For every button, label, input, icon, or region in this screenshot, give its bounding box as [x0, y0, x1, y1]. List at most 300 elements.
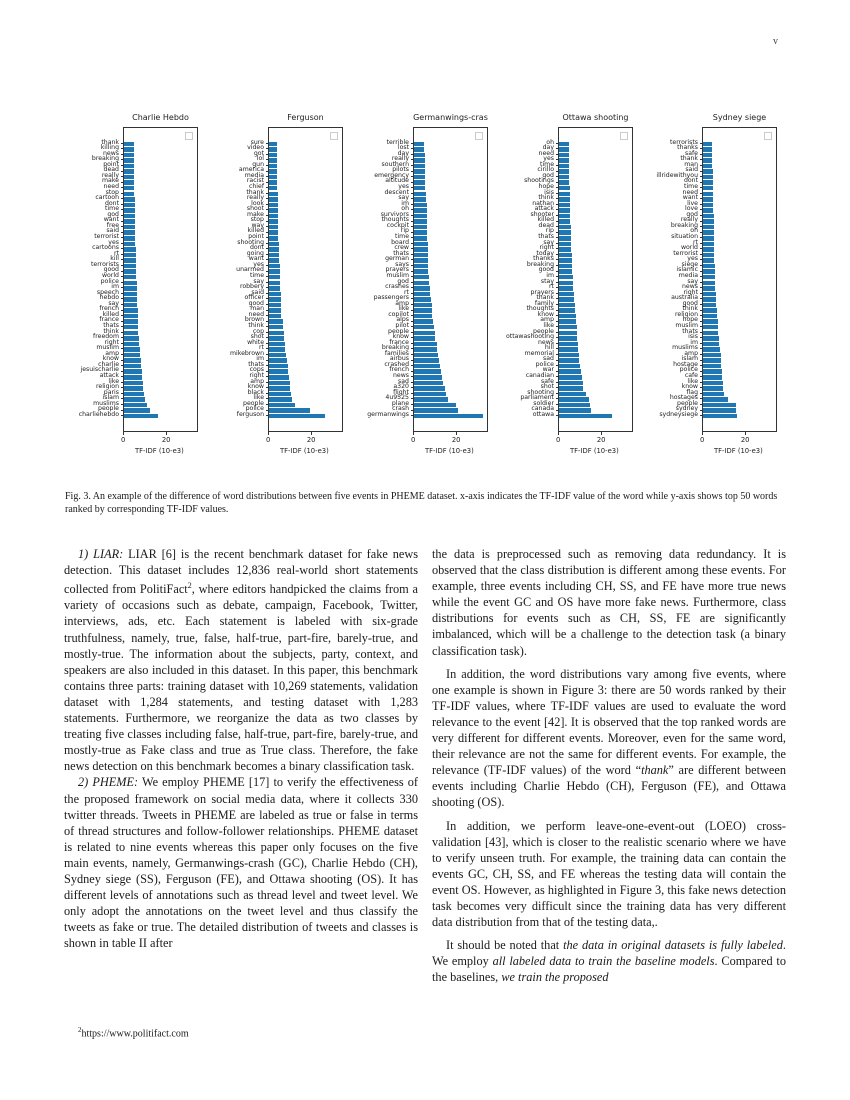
y-tick-label: dont: [249, 244, 264, 252]
y-tick-label: like: [253, 394, 264, 402]
y-tick-label: news: [681, 283, 698, 291]
y-tick-label: killed: [247, 227, 264, 235]
y-tick-label: crew: [394, 244, 409, 252]
y-tick-label: mikebrown: [229, 349, 264, 357]
y-tick-label: cockpit: [386, 221, 409, 229]
y-tick-label: religion: [674, 310, 698, 318]
y-tick-label: make: [102, 177, 119, 185]
y-tick-label: terrorist: [94, 233, 119, 241]
x-tick-label: 20: [451, 436, 461, 444]
x-tick-label: 0: [266, 436, 271, 444]
y-tick-label: shooter: [530, 210, 554, 218]
y-tick-label: white: [247, 338, 264, 346]
y-tick-label: hope: [538, 182, 554, 190]
chart-title: Charlie Hebdo: [132, 113, 189, 122]
x-tick-label: 20: [596, 436, 606, 444]
bar: [703, 219, 714, 224]
y-tick-label: yes: [687, 255, 698, 263]
y-tick-label: shooting: [237, 238, 264, 246]
bar: [703, 208, 713, 213]
y-tick-label: said: [251, 288, 264, 296]
x-axis-label: TF-IDF (10-e3): [714, 447, 763, 455]
bar: [703, 369, 722, 374]
p4-a: It should be noted that: [446, 938, 564, 953]
bar: [703, 192, 713, 197]
y-tick-label: day: [542, 144, 554, 152]
right-column: [432, 546, 786, 992]
bar: [703, 292, 716, 297]
y-tick-label: pilots: [392, 166, 409, 174]
y-tick-label: people: [98, 405, 119, 413]
y-tick-label: thanks: [533, 255, 554, 263]
bar: [703, 230, 714, 235]
y-tick-label: shoot: [246, 205, 264, 213]
empty-legend-box: [764, 132, 772, 140]
bar: [703, 392, 724, 397]
y-tick-label: airbus: [389, 355, 409, 363]
bar-row: [703, 413, 776, 419]
y-tick-label: muslim: [96, 344, 119, 352]
y-tick-label: crashes: [385, 283, 409, 291]
y-tick-label: crash: [392, 405, 409, 413]
y-tick-label: point: [248, 233, 264, 241]
y-tick-label: rip: [400, 227, 409, 235]
y-tick-label: altitude: [385, 177, 409, 185]
p2-text-a: In addition, the word distributions vary among five events, where one example is shown in Figure 3: there are 50 words ranked by their TF-IDF values, where TF-IDF values are used to evaluate the word relevance to the event [42]. It is observed that the top ranked words are very different for different events. Moreover, even for the same word, their relevance are not the same for different events. For example, the relevance (TF-IDF values) of the word “: [432, 666, 786, 778]
y-tick-label: isis: [544, 188, 554, 196]
bar: [703, 331, 718, 336]
y-tick-label: dont: [683, 177, 698, 185]
y-tick-label: prayers: [530, 288, 554, 296]
y-tick-label: amp: [684, 349, 698, 357]
y-tick-label: rip: [545, 227, 554, 235]
y-tick-label: copilot: [388, 310, 409, 318]
y-tick-label: hostage: [673, 360, 698, 368]
liar-heading: 1) LIAR:: [78, 547, 124, 561]
y-tick-label: flag: [686, 388, 698, 396]
y-tick-label: terrorists: [91, 260, 119, 268]
loeo-paragraph: In addition, we perform leave-one-event-out (LOEO) cross-validation [43], which is closer to the realistic scenario where we have to verify unseen truth. For example, the training data can contain the events GC, CH, SS, and FE whereas the testing data will contain the event OS. However, as highlighted in Figure 3, this fake news detection task becomes very difficult since the training data has very different data distribution from that of the testing data,.: [432, 818, 786, 930]
y-tick-label: attack: [534, 205, 554, 213]
y-tick-label: people: [243, 399, 264, 407]
x-tick-label: 20: [161, 436, 171, 444]
y-tick-label: thats: [103, 321, 119, 329]
y-tick-label: oh: [546, 138, 554, 146]
y-tick-label: officer: [244, 294, 264, 302]
y-tick-label: said: [106, 227, 119, 235]
y-tick-label: black: [247, 388, 264, 396]
y-tick-label: time: [250, 271, 264, 279]
y-tick-label: cops: [249, 366, 264, 374]
pheme-paragraph: [64, 774, 418, 951]
y-tick-label: right: [249, 372, 264, 380]
y-tick-label: dont: [104, 199, 119, 207]
y-tick-label: thank: [536, 294, 554, 302]
bar: [703, 186, 713, 191]
y-tick-label: brown: [244, 316, 264, 324]
bar: [703, 275, 715, 280]
y-tick-label: 4u9525: [385, 394, 409, 402]
bar: [703, 297, 716, 302]
y-tick-label: sydney: [675, 405, 698, 413]
bar: [703, 247, 714, 252]
bar: [703, 258, 714, 263]
y-tick-label: live: [687, 199, 698, 207]
y-tick-label: need: [682, 188, 698, 196]
p2-text-b: ” are different between events including Charlie Hebdo (CH), Ferguson (FE), and Ottawa shooting (OS).: [432, 763, 786, 810]
y-tick-label: safe: [540, 377, 554, 385]
y-tick-label: like: [398, 305, 409, 313]
y-tick-label: god: [107, 210, 119, 218]
y-tick-label: really: [391, 155, 409, 163]
bar: [703, 203, 713, 208]
preprocess-paragraph: the data is preprocessed such as removing data redundancy. It is observed that the class distribution is different among these events. For example, three events including CH, SS, and FE have more true news while the event GC and OS have more fake news. Furthermore, class distributions for events such as CH, SS, FE are significantly imbalanced, which will be a challenge to the detection task (a binary classification task).: [432, 547, 786, 658]
bar: [703, 325, 718, 330]
liar-text-a: LIAR [6] is the recent benchmark dataset for fake news detection. This dataset includes 12,836 real-world short statements collected from PolitiFact: [64, 547, 418, 597]
y-tick-label: thank: [680, 155, 698, 163]
y-tick-label: time: [105, 205, 119, 213]
y-tick-label: free: [106, 221, 119, 229]
y-tick-label: hebdo: [99, 294, 119, 302]
y-tick-label: say: [108, 299, 119, 307]
y-tick-label: killed: [102, 310, 119, 318]
y-tick-label: pilot: [395, 321, 409, 329]
y-tick-label: thoughts: [381, 216, 409, 224]
y-tick-label: point: [103, 160, 119, 168]
footnote: [78, 1026, 189, 1039]
bar: [703, 386, 723, 391]
p4-i2: all labeled data to train the baseline models: [492, 954, 715, 969]
footnote-link[interactable]: https://www.politifact.com: [81, 1028, 189, 1040]
y-tick-label: people: [388, 327, 409, 335]
y-tick-label: ottawa: [532, 410, 554, 418]
left-column: [64, 546, 418, 958]
bar: [703, 197, 713, 202]
plot-area: [702, 127, 777, 432]
footnote-ref[interactable]: 2: [187, 581, 192, 591]
y-tick-label: stop: [105, 188, 119, 196]
y-tick-label: crashed: [384, 360, 409, 368]
figure-caption: Fig. 3. An example of the difference of word distributions between five events in PHEME dataset. x-axis indicates the TF-IDF value of the word while y-axis shows top 50 words ranked by corresponding TF-IDF values.: [65, 491, 778, 515]
bar: [703, 142, 712, 147]
p4-i1: the data in original datasets is fully labeled: [563, 938, 783, 953]
y-tick-label: chief: [248, 182, 264, 190]
y-tick-label: right: [104, 338, 119, 346]
y-tick-label: god: [542, 171, 554, 179]
y-tick-label: robbery: [239, 283, 264, 291]
y-tick-label: islam: [102, 394, 119, 402]
y-tick-label: passengers: [373, 294, 409, 302]
chart-panel-sydney-siege: [0, 100, 850, 470]
y-tick-label: breaking: [526, 260, 554, 268]
x-tick-label: 0: [411, 436, 416, 444]
y-tick-label: know: [537, 310, 554, 318]
y-tick-label: media: [678, 271, 698, 279]
y-tick-label: look: [251, 199, 264, 207]
bar: [703, 175, 713, 180]
y-tick-label: need: [103, 182, 119, 190]
y-tick-label: amp: [540, 316, 554, 324]
y-tick-label: nathan: [532, 199, 554, 207]
pheme-heading: 2) PHEME:: [78, 775, 139, 790]
y-tick-label: amp: [395, 299, 409, 307]
x-tick: [702, 432, 703, 435]
bar: [703, 164, 712, 169]
y-tick-label: america: [238, 166, 264, 174]
y-tick-label: survivors: [380, 210, 409, 218]
y-tick-label: amp: [105, 349, 119, 357]
y-tick-label: need: [248, 310, 264, 318]
bar: [703, 225, 714, 230]
y-tick-label: way: [251, 221, 264, 229]
y-tick-label: parliament: [520, 394, 554, 402]
y-tick-label: killed: [537, 216, 554, 224]
y-tick-label: thats: [682, 327, 698, 335]
y-tick-label: killing: [100, 144, 119, 152]
y-tick-label: going: [246, 249, 264, 257]
y-tick-label: im: [546, 271, 554, 279]
bar: [703, 214, 714, 219]
bar: [703, 253, 714, 258]
y-tick-label: ferguson: [236, 410, 264, 418]
y-tick-label: cirillo: [537, 166, 554, 174]
y-tick-label: make: [247, 210, 264, 218]
y-tick-label: canadian: [525, 372, 554, 380]
bar: [703, 147, 712, 152]
y-tick-label: people: [677, 399, 698, 407]
y-tick-label: need: [538, 149, 554, 157]
y-tick-label: im: [111, 283, 119, 291]
bar: [703, 314, 717, 319]
y-tick-label: oh: [401, 205, 409, 213]
y-tick-label: illridewithyou: [656, 171, 698, 179]
x-tick-label: 0: [700, 436, 705, 444]
y-tick-label: france: [99, 316, 119, 324]
liar-paragraph: [64, 546, 418, 774]
y-tick-label: yes: [108, 238, 119, 246]
y-tick-label: world: [680, 244, 698, 252]
y-tick-label: lol: [256, 155, 264, 163]
y-tick-label: news: [102, 149, 119, 157]
y-tick-label: know: [247, 383, 264, 391]
x-axis-label: TF-IDF (10-e3): [135, 447, 184, 455]
y-tick-label: think: [103, 327, 119, 335]
y-tick-label: say: [687, 277, 698, 285]
bar: [703, 408, 736, 413]
x-tick: [745, 432, 746, 435]
y-tick-label: memorial: [524, 349, 554, 357]
chart-title: Ottawa shooting: [562, 113, 629, 122]
bar: [703, 281, 715, 286]
pheme-text: We employ PHEME [17] to verify the effectiveness of the proposed framework on social media data, where it collects 330 twitter threads. Tweets in PHEME are labeled as true or false in terms of thread structures and follow-follower relationships. PHEME dataset is related to nine events whereas this paper only focuses on the five main events, namely, Germanwings-crash (GC), Charlie Hebdo (CH), Sydney siege (SS), Ferguson (FE), and Ottawa shooting (OS). It has different levels of annotations such as thread level and tweet level. We only adopt the annotations on the tweet level and thus classify the tweets as fake or true. The detailed distribution of tweets and classes is shown in table II after: [64, 775, 418, 951]
bar: [703, 286, 715, 291]
p4-b: . We employ: [432, 938, 786, 969]
y-tick-label: thanks: [677, 144, 698, 152]
y-tick-label: news: [392, 372, 409, 380]
x-axis-label: TF-IDF (10-e3): [280, 447, 329, 455]
y-tick-label: yes: [543, 155, 554, 163]
y-tick-label: think: [538, 194, 554, 202]
y-tick-label: want: [103, 216, 119, 224]
footnote-mark: 2: [78, 1026, 82, 1034]
p4-i3: we train the proposed: [501, 970, 609, 985]
y-tick-label: want: [248, 255, 264, 263]
y-tick-label: french: [99, 305, 119, 313]
y-tick-label: man: [250, 305, 264, 313]
y-tick-label: day: [397, 149, 409, 157]
y-tick-label: like: [687, 377, 698, 385]
x-tick-label: 0: [121, 436, 126, 444]
p4-c: . Compared to the baselines,: [432, 954, 786, 985]
x-tick-label: 0: [556, 436, 561, 444]
y-tick-label: muslims: [672, 344, 698, 352]
y-tick-label: kill: [110, 255, 119, 263]
y-tick-label: got: [253, 149, 264, 157]
y-tick-label: sad: [398, 377, 409, 385]
y-tick-label: a320: [393, 383, 409, 391]
y-tick-label: breaking: [670, 221, 698, 229]
y-tick-label: cartoon: [95, 194, 119, 202]
y-tick-label: like: [543, 321, 554, 329]
bar: [703, 381, 723, 386]
y-tick-label: safe: [684, 149, 698, 157]
y-tick-label: time: [684, 182, 698, 190]
bar: [703, 319, 718, 324]
y-tick-label: oh: [690, 227, 698, 235]
y-tick-label: shootings: [524, 177, 554, 185]
y-tick-label: attack: [99, 372, 119, 380]
y-tick-label: man: [684, 160, 698, 168]
liar-text-b: , where editors handpicked the claims from a variety of occasions such as debate, campaign, Facebook, Twitter, interviews, ads, etc. Each statement is labeled with six-grade truthfulness, namely, true, false, half-true, part-fire, barely-true, and mostly-true. The information about the subjects, party, context, and speakers are also included in this dataset. In this paper, this benchmark contains three parts: training dataset with 10,269 statements, validation dataset with 1,284 statements, and testing dataset with 1,283 statements. Furthermore, we reorganize the data as two classes by treating five classes including false, half-true, part-fire, barely-true, and mostly-true as Fake class and true as True class. Therefore, the fake news detection on this benchmark becomes a binary classification task.: [64, 582, 418, 774]
bar: [703, 169, 713, 174]
y-tick-label: say: [398, 194, 409, 202]
y-tick-label: racist: [246, 177, 264, 185]
y-tick-label: media: [244, 171, 264, 179]
y-tick-label: plane: [391, 399, 409, 407]
y-tick-label: cafe: [684, 372, 698, 380]
y-tick-label: thoughts: [526, 305, 554, 313]
y-tick-label: war: [542, 366, 554, 374]
y-tick-label: breaking: [381, 344, 409, 352]
y-tick-label: terrorists: [670, 138, 698, 146]
y-tick-label: charlie: [98, 360, 119, 368]
y-tick-label: really: [101, 171, 119, 179]
y-tick-label: im: [256, 355, 264, 363]
y-tick-label: sydneysiege: [659, 410, 698, 418]
y-tick-label: hostages: [669, 394, 698, 402]
y-tick-label: islam: [681, 355, 698, 363]
y-tick-label: police: [535, 360, 554, 368]
y-tick-label: im: [690, 338, 698, 346]
x-tick-label: 20: [740, 436, 750, 444]
y-tick-label: say: [253, 277, 264, 285]
y-tick-label: dead: [538, 221, 554, 229]
word-distribution-paragraph: [432, 666, 786, 811]
y-tick-label: emergency: [374, 171, 409, 179]
y-tick-label: rt: [114, 249, 119, 257]
y-tick-label: video: [247, 144, 264, 152]
y-tick-label: police: [100, 277, 119, 285]
y-tick-label: canada: [531, 405, 554, 413]
bar: [703, 414, 737, 419]
y-tick-label: really: [246, 194, 264, 202]
bar: [703, 264, 715, 269]
y-tick-label: flight: [393, 388, 409, 396]
y-tick-label: charliehebdo: [78, 410, 119, 418]
y-tick-label: prayers: [385, 266, 409, 274]
bar: [703, 342, 719, 347]
y-tick-label: shot: [540, 383, 554, 391]
bar: [703, 336, 719, 341]
y-tick-label: terrorist: [673, 249, 698, 257]
y-tick-label: terrible: [386, 138, 409, 146]
y-tick-label: cartoons: [92, 244, 119, 252]
y-tick-label: people: [533, 327, 554, 335]
y-tick-label: france: [389, 338, 409, 346]
bar: [703, 180, 713, 185]
y-tick-label: unarmed: [236, 266, 264, 274]
bar: [703, 158, 712, 163]
bar: [703, 236, 714, 241]
y-tick-label: good: [538, 266, 554, 274]
y-tick-label: yes: [398, 182, 409, 190]
bar: [703, 375, 722, 380]
y-tick-label: say: [543, 238, 554, 246]
y-tick-label: hope: [682, 316, 698, 324]
y-tick-label: muslim: [386, 271, 409, 279]
y-tick-label: australia: [671, 294, 698, 302]
y-tick-label: thats: [538, 233, 554, 241]
y-tick-label: germanwings: [367, 410, 409, 418]
y-tick-label: muslims: [93, 399, 119, 407]
y-tick-label: board: [391, 238, 409, 246]
y-tick-label: religion: [95, 383, 119, 391]
y-tick-label: rt: [549, 283, 554, 291]
y-tick-label: french: [389, 366, 409, 374]
y-tick-label: rt: [404, 288, 409, 296]
y-tick-label: lost: [397, 144, 409, 152]
figure-3: [0, 100, 850, 470]
y-tick-label: thank: [101, 138, 119, 146]
y-tick-label: world: [101, 271, 119, 279]
bar: [703, 242, 714, 247]
y-tick-label: good: [682, 299, 698, 307]
y-tick-label: know: [102, 355, 119, 363]
y-tick-label: said: [685, 166, 698, 174]
y-tick-label: siege: [681, 260, 698, 268]
bar: [703, 347, 720, 352]
y-tick-label: like: [108, 377, 119, 385]
y-tick-label: yes: [253, 260, 264, 268]
y-tick-label: hill: [544, 344, 554, 352]
chart-title: Sydney siege: [712, 113, 767, 122]
y-tick-label: families: [384, 349, 409, 357]
y-tick-label: know: [392, 333, 409, 341]
y-tick-label: god: [397, 277, 409, 285]
y-tick-label: soldier: [533, 399, 554, 407]
y-tick-label: thats: [248, 360, 264, 368]
y-tick-label: police: [245, 405, 264, 413]
x-axis-label: TF-IDF (10-e3): [425, 447, 474, 455]
bar: [703, 364, 721, 369]
y-tick-label: descent: [384, 188, 409, 196]
bar: [703, 397, 728, 402]
y-tick-label: says: [395, 260, 409, 268]
bar: [703, 153, 712, 158]
y-tick-label: paris: [103, 388, 119, 396]
y-tick-label: ottawashooting: [506, 333, 554, 341]
y-tick-label: thats: [393, 249, 409, 257]
